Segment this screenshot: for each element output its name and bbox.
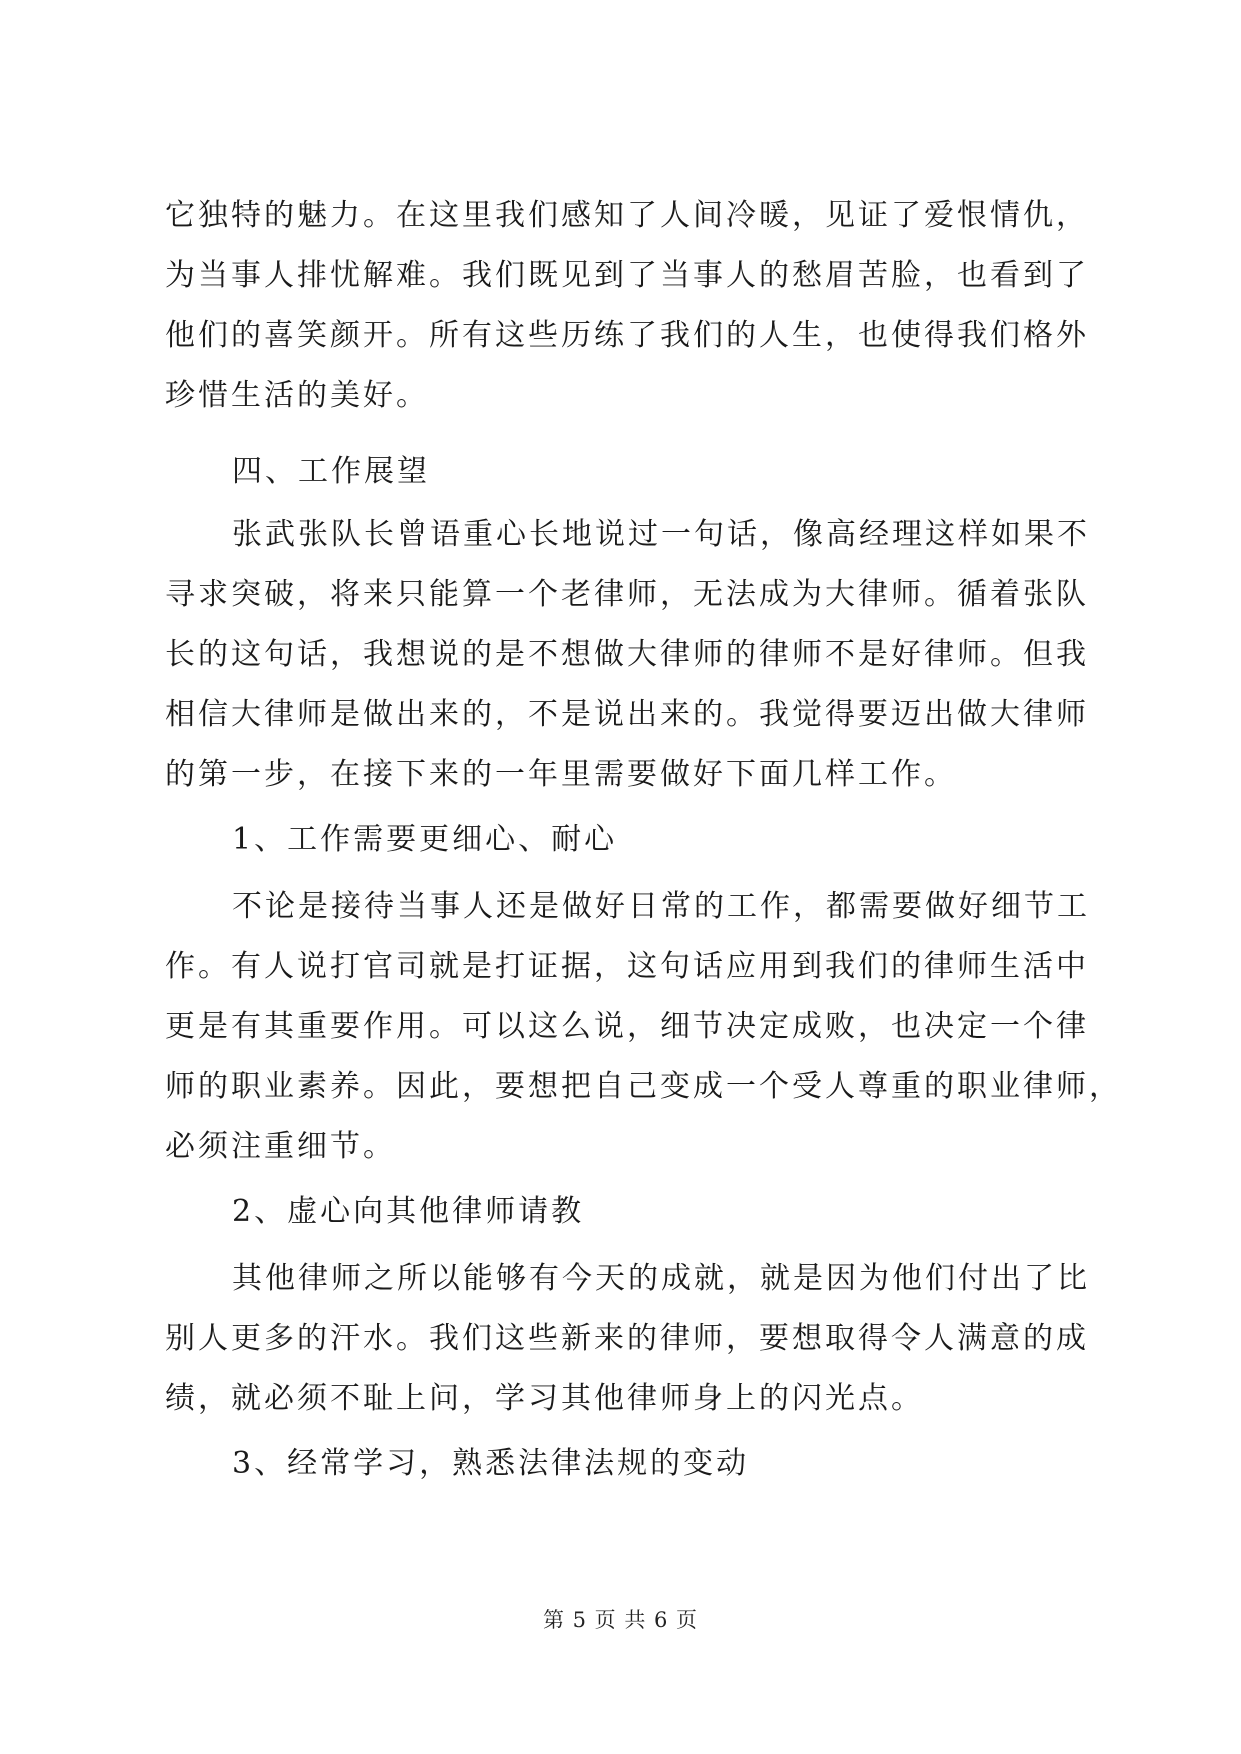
subsection-heading: 1、工作需要更细心、耐心: [232, 822, 618, 857]
section-heading: 四、工作展望: [232, 454, 430, 489]
text-line: 别人更多的汗水。我们这些新来的律师，要想取得令人满意的成: [165, 1321, 1089, 1356]
text-line: 作。有人说打官司就是打证据，这句话应用到我们的律师生活中: [165, 949, 1089, 984]
text-line: 必须注重细节。: [165, 1129, 396, 1164]
page-number-footer: 第 5 页 共 6 页: [542, 1608, 699, 1632]
text-line: 其他律师之所以能够有今天的成就，就是因为他们付出了比: [232, 1261, 1090, 1296]
subsection-heading: 3、经常学习，熟悉法律法规的变动: [232, 1446, 750, 1481]
text-line: 绩，就必须不耻上问，学习其他律师身上的闪光点。: [165, 1381, 924, 1416]
text-line: 不论是接待当事人还是做好日常的工作，都需要做好细节工: [232, 889, 1090, 924]
text-line: 的第一步，在接下来的一年里需要做好下面几样工作。: [165, 757, 957, 792]
text-line: 他们的喜笑颜开。所有这些历练了我们的人生，也使得我们格外: [165, 318, 1089, 353]
text-line: 更是有其重要作用。可以这么说，细节决定成败，也决定一个律: [165, 1009, 1089, 1044]
subsection-heading: 2、虚心向其他律师请教: [232, 1194, 585, 1229]
text-line: 相信大律师是做出来的，不是说出来的。我觉得要迈出做大律师: [165, 697, 1089, 732]
text-line: 寻求突破，将来只能算一个老律师，无法成为大律师。循着张队: [165, 577, 1089, 612]
text-line: 长的这句话，我想说的是不想做大律师的律师不是好律师。但我: [165, 637, 1089, 672]
text-line: 珍惜生活的美好。: [165, 378, 429, 413]
text-line: 张武张队长曾语重心长地说过一句话，像高经理这样如果不: [232, 517, 1090, 552]
text-line: 师的职业素养。因此，要想把自己变成一个受人尊重的职业律师，: [165, 1069, 1122, 1104]
text-line: 为当事人排忧解难。我们既见到了当事人的愁眉苦脸，也看到了: [165, 258, 1089, 293]
text-line: 它独特的魅力。在这里我们感知了人间冷暖，见证了爱恨情仇，: [165, 198, 1089, 233]
